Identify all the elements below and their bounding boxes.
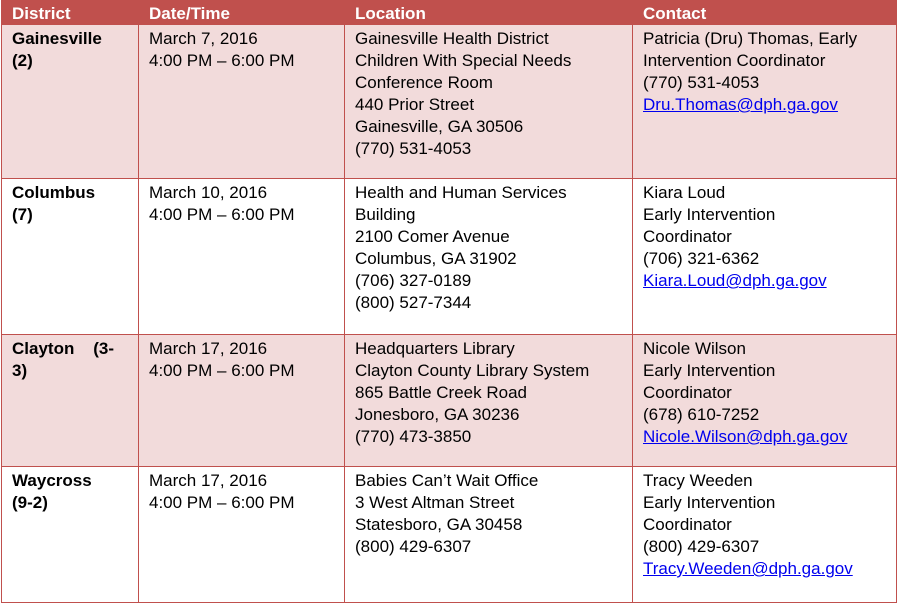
district-code: (7) [12, 205, 33, 224]
district-cell [2, 335, 139, 467]
meeting-time: 4:00 PM – 6:00 PM [149, 361, 295, 380]
location-line: Children With Special Needs [355, 51, 572, 70]
meeting-time: 4:00 PM – 6:00 PM [149, 51, 295, 70]
contact-line: Patricia (Dru) Thomas, Early [643, 29, 858, 48]
table-row [2, 467, 897, 603]
location-phone: (706) 327-0189 [355, 271, 472, 290]
contact-line: Coordinator [643, 515, 732, 534]
meeting-schedule-table [1, 0, 897, 603]
district-name: Columbus [12, 183, 96, 202]
location-line: Statesboro, GA 30458 [355, 515, 523, 534]
location-line: 865 Battle Creek Road [355, 383, 527, 402]
district-code: (2) [12, 51, 33, 70]
location-line: Gainesville Health District [355, 29, 549, 48]
location-line: Columbus, GA 31902 [355, 249, 517, 268]
district-name: Gainesville [12, 29, 102, 48]
location-phone: (770) 531-4053 [355, 139, 472, 158]
table-row [2, 179, 897, 335]
location-line: 440 Prior Street [355, 95, 475, 114]
location-line: 3 West Altman Street [355, 493, 515, 512]
location-line: 2100 Comer Avenue [355, 227, 510, 246]
contact-line: Nicole Wilson [643, 339, 746, 358]
contact-cell [633, 335, 897, 467]
contact-line: Early Intervention [643, 493, 776, 512]
datetime-cell [139, 179, 345, 335]
contact-line: Early Intervention [643, 205, 776, 224]
table-row [2, 335, 897, 467]
datetime-cell [139, 467, 345, 603]
location-line: Building [355, 205, 416, 224]
district-code: (9-2) [12, 493, 48, 512]
district-code: 3) [12, 361, 28, 380]
location-cell [345, 467, 633, 603]
contact-email-link[interactable]: Tracy.Weeden@dph.ga.gov [643, 559, 853, 578]
location-cell [345, 335, 633, 467]
location-cell [345, 25, 633, 179]
datetime-cell [139, 25, 345, 179]
contact-phone: (770) 531-4053 [643, 73, 760, 92]
district-cell [2, 25, 139, 179]
header-location: Location [345, 1, 633, 25]
contact-cell [633, 467, 897, 603]
location-line: Jonesboro, GA 30236 [355, 405, 520, 424]
district-cell [2, 179, 139, 335]
contact-line: Coordinator [643, 383, 732, 402]
contact-line: Kiara Loud [643, 183, 726, 202]
location-line: Health and Human Services [355, 183, 567, 202]
header-datetime: Date/Time [139, 1, 345, 25]
district-name: Clayton (3- [12, 339, 115, 358]
contact-line: Early Intervention [643, 361, 776, 380]
contact-phone: (706) 321-6362 [643, 249, 760, 268]
meeting-time: 4:00 PM – 6:00 PM [149, 493, 295, 512]
contact-email-link[interactable]: Nicole.Wilson@dph.ga.gov [643, 427, 848, 446]
location-phone: (800) 527-7344 [355, 293, 472, 312]
contact-phone: (800) 429-6307 [643, 537, 760, 556]
header-contact: Contact [633, 1, 897, 25]
contact-line: Intervention Coordinator [643, 51, 826, 70]
meeting-time: 4:00 PM – 6:00 PM [149, 205, 295, 224]
table-row [2, 25, 897, 179]
location-line: Clayton County Library System [355, 361, 590, 380]
contact-cell [633, 25, 897, 179]
contact-email-link[interactable]: Kiara.Loud@dph.ga.gov [643, 271, 827, 290]
contact-cell [633, 179, 897, 335]
district-cell [2, 467, 139, 603]
location-line: Gainesville, GA 30506 [355, 117, 524, 136]
meeting-date: March 17, 2016 [149, 339, 268, 358]
location-line: Conference Room [355, 73, 493, 92]
location-line: Headquarters Library [355, 339, 515, 358]
location-phone: (800) 429-6307 [355, 537, 472, 556]
location-line: Babies Can’t Wait Office [355, 471, 539, 490]
meeting-date: March 7, 2016 [149, 29, 258, 48]
contact-line: Tracy Weeden [643, 471, 753, 490]
meeting-date: March 17, 2016 [149, 471, 268, 490]
contact-line: Coordinator [643, 227, 732, 246]
header-district: District [2, 1, 139, 25]
header-row [2, 1, 897, 25]
location-cell [345, 179, 633, 335]
location-phone: (770) 473-3850 [355, 427, 472, 446]
contact-phone: (678) 610-7252 [643, 405, 760, 424]
datetime-cell [139, 335, 345, 467]
district-name: Waycross [12, 471, 92, 490]
meeting-date: March 10, 2016 [149, 183, 268, 202]
contact-email-link[interactable]: Dru.Thomas@dph.ga.gov [643, 95, 838, 114]
